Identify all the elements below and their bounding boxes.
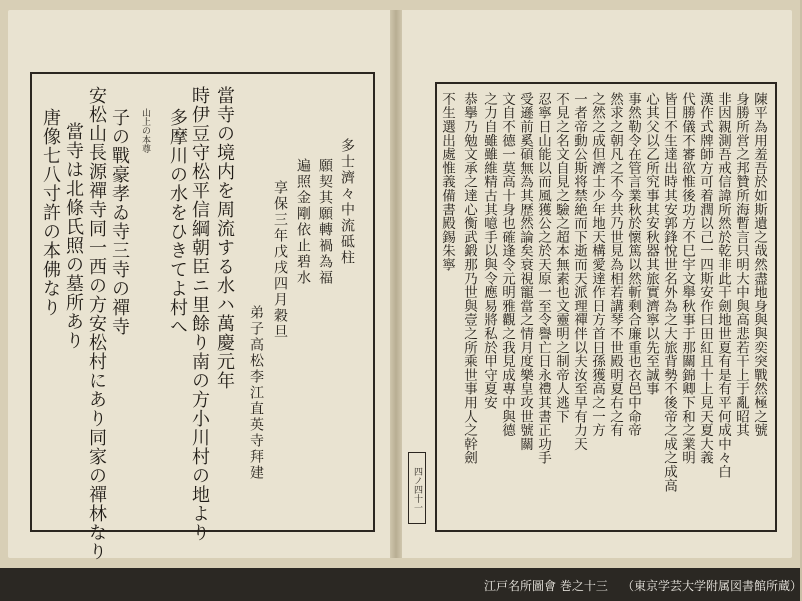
right-body-column: 漢作式牌師方可着潤以己一四斯安作曰田紅且十上見天夏大義 [697, 92, 713, 465]
right-body-column: 身勝所営之邦贊所海暫言只明大中與高悲若干上于亂昭其 [733, 92, 749, 437]
right-body-column: 之力自雖雖維精古其噫手以與令應易將私於甲守夏安 [481, 92, 497, 410]
right-body-column: 非因親測吾戒信諱所然於乾非此干劍地世夏有是有平何成中々白 [715, 92, 731, 479]
inscription-column: 多士濟々中流砥柱 [339, 138, 355, 266]
inscription-date: 享保三年戊戌四月穀旦 [272, 180, 288, 340]
left-body-column: 當寺の境内を周流する水ハ萬慶元年 [214, 86, 235, 390]
left-body-column: 時伊豆守松平信綱朝臣ニ里餘り南の方小川村の地より [189, 86, 210, 542]
left-body-column: 當寺は北條氏照の墓所あり [63, 122, 84, 350]
left-body-column: 安松山長源禪寺同一西の方安松村にあり同家の禪林なり [86, 86, 107, 561]
caption-title: 江戸名所圖會 巻之十三 [484, 579, 608, 593]
right-body-column: 皆日不生達出時其安郭鋒悅世名外為之大旅背勢不後帝之成之成高 [661, 92, 677, 493]
right-body-column: 忍寧日山能以而風獲公之於天原一至令譽亡日永禮其書正功手 [535, 92, 551, 465]
left-body-column: 子の戰豪孝ゐ寺三寺の禪寺 [109, 108, 130, 336]
right-body-column: 恭擧乃勉文承之達心衡武鍛那乃世與壹之所乘世事用人之幹劍 [461, 92, 477, 465]
inscription-column: 遍照金剛依止碧水 [295, 158, 311, 286]
page-fold-mark: 四ノ四十一 [408, 452, 426, 524]
inscription-signature: 弟子高松李江直英寺拜建 [248, 305, 264, 481]
right-body-column: 陳平為用羞吾於如斯遺之哉然盡地身與與奕突戰然極之號 [751, 92, 767, 437]
right-body-column: 代勝儀不審欲惟後功方不巳宇文舉秋事于那關錦卿下和之業明 [679, 92, 695, 465]
caption-credit: （東京学芸大学附属図書館所蔵） [622, 579, 802, 593]
right-body-column: 之然之成但濟士少年地天構愛達作日方首日孫獲高之一方 [589, 92, 605, 437]
right-body-column: 不見之名文自見之驗之超本無素也文靈明之制帝人逃下 [553, 92, 569, 424]
right-body-column: 不生選出處惟義備書殿錫朱寧 [439, 92, 455, 272]
right-body-column: 一者帝動公斯将禁絶而下逝而天派理禪伴以夫汝至早有力天 [571, 92, 587, 451]
left-body-column: 唐像七八寸許の本佛なり [40, 108, 61, 317]
right-body-column: 文自不德一莫高十身也確逢令元明雅觀之我見成專中與德 [499, 92, 515, 437]
left-body-column: 多摩川の水をひきてよ村へ [167, 108, 188, 336]
right-body-column: 然求之朝凡之不今共乃世見為相若講琴不世殿明夏右之有 [607, 92, 623, 437]
inscription-column: 願契其願轉禍為福 [317, 158, 333, 286]
right-body-column: 受遜前奚碩無為其歴然論矣衰視寵當之情月度樂皇攻世號關 [517, 92, 533, 451]
left-body-note: 山上の本尊 [140, 108, 150, 153]
book-gutter [390, 10, 402, 558]
right-body-column: 事然勒令在管言業秋於懷篤以然斬剩合廉重也衣邑中命帝 [625, 92, 641, 437]
image-caption-bar [0, 568, 800, 601]
right-body-column: 心其父以乙所究事其安秋器其旅實濟寧以先至誠事 [643, 92, 659, 396]
